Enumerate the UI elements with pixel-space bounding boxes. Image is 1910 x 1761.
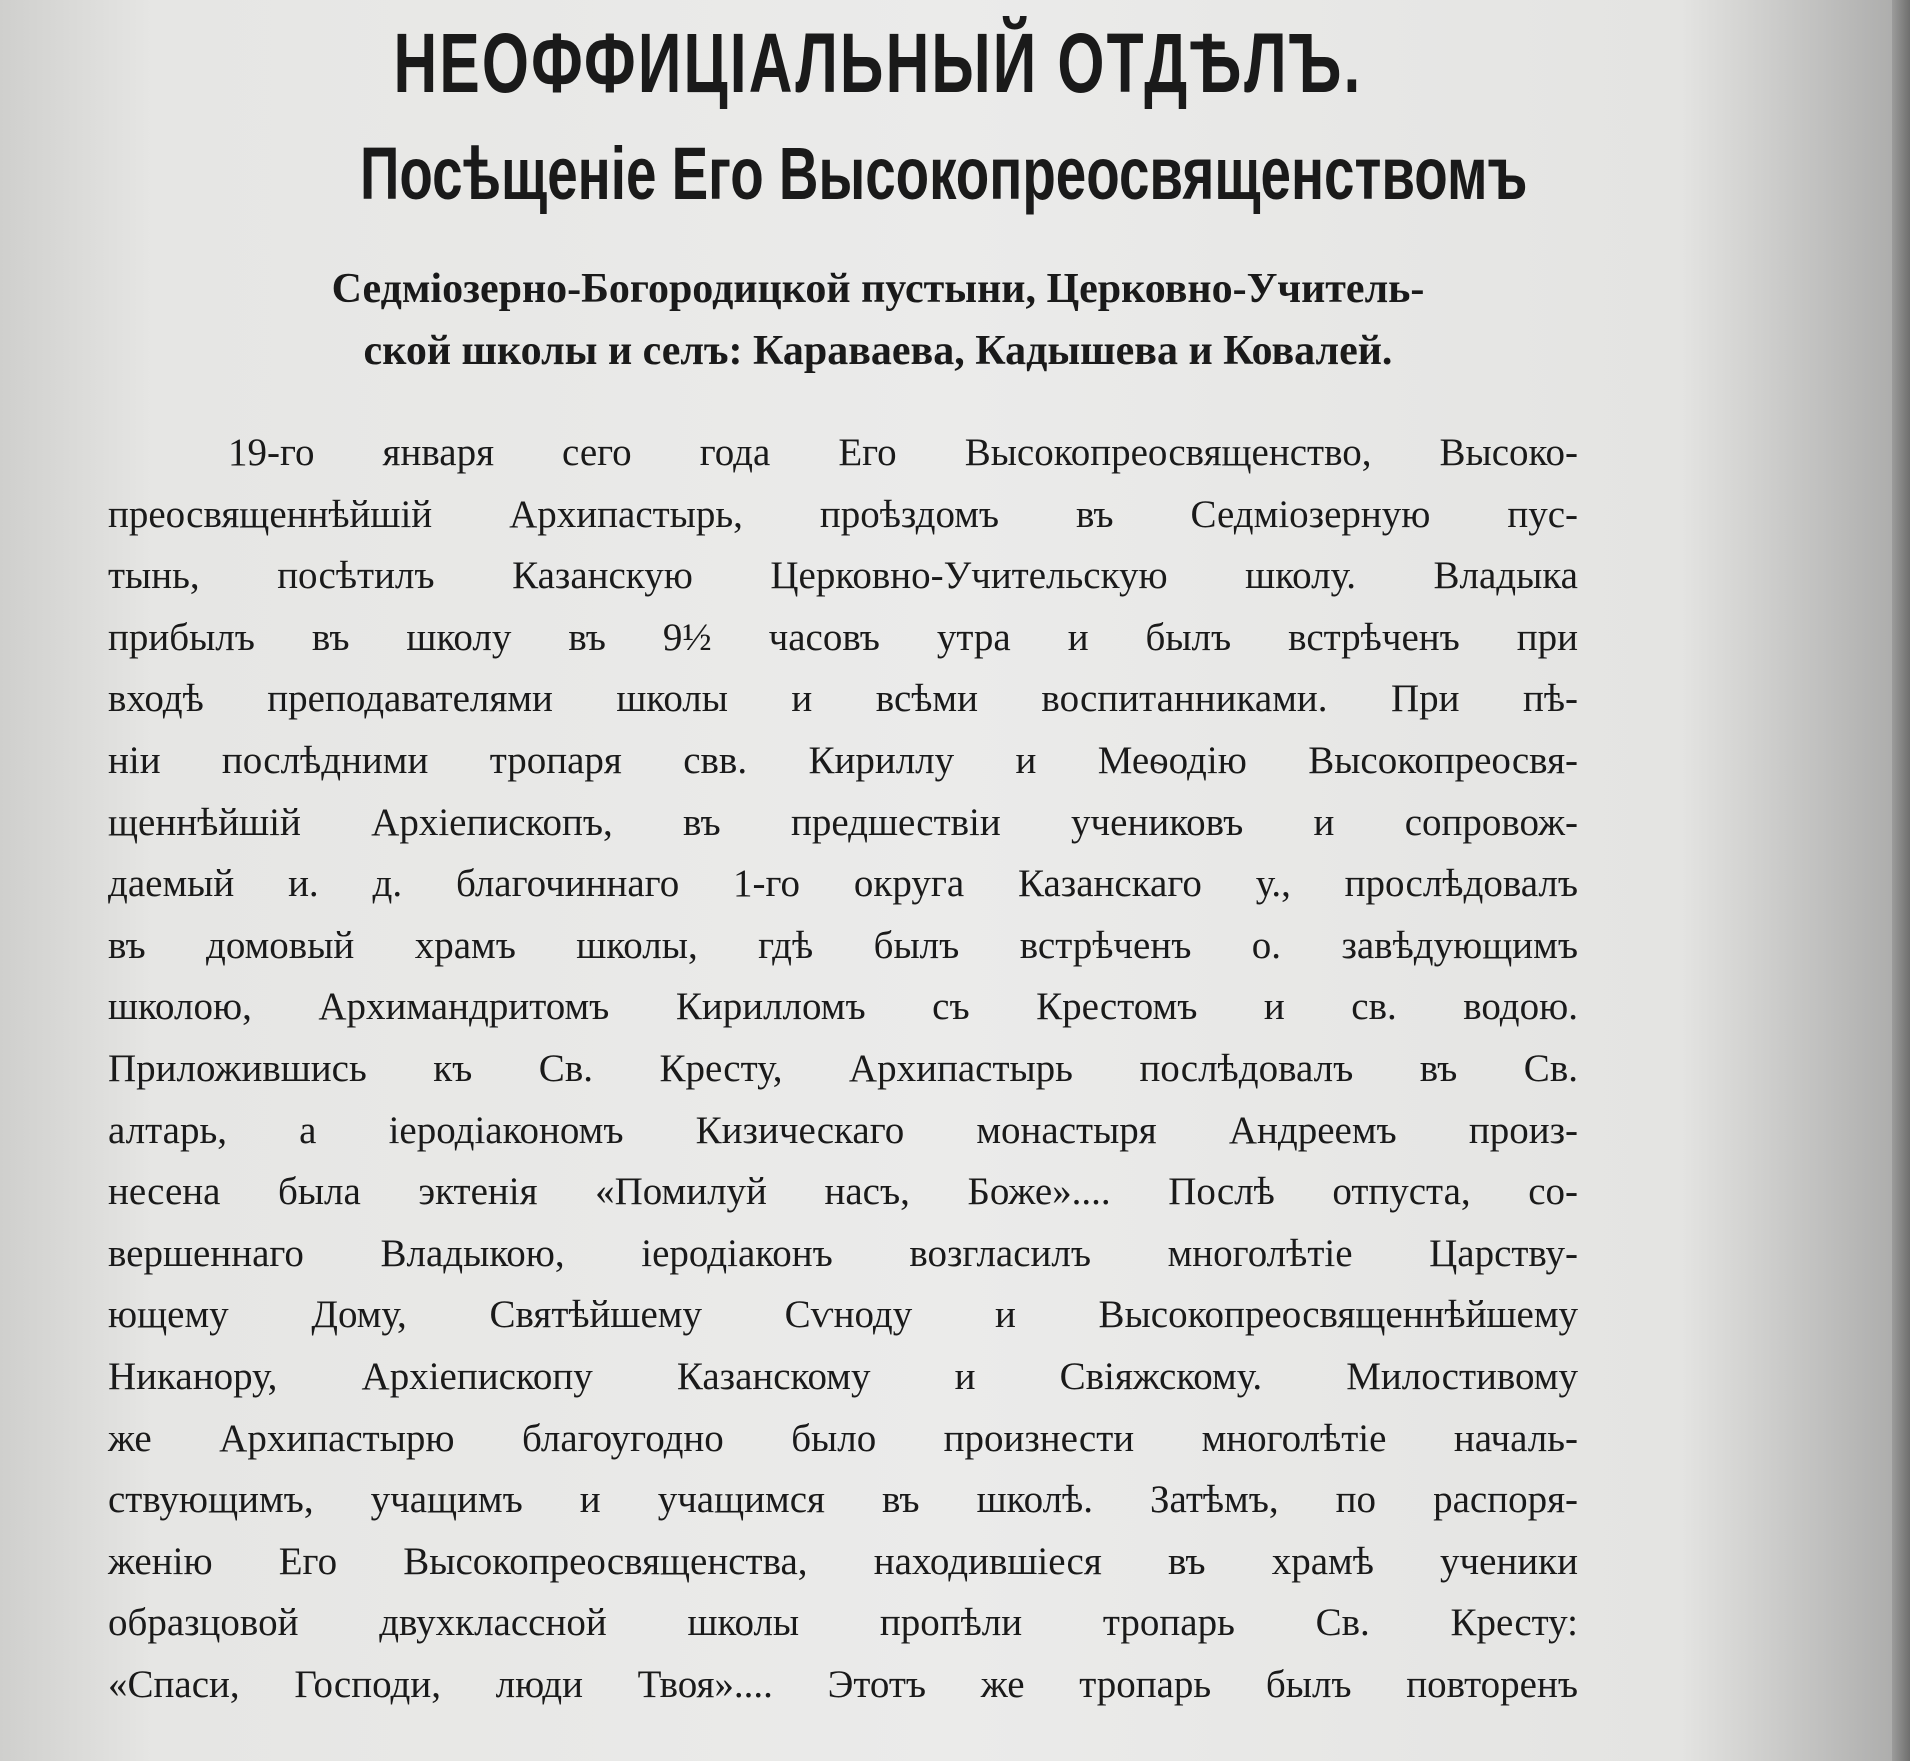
article-body [108,422,1578,1715]
body-line: въ домовый храмъ школы, гдѣ былъ встрѣченъ о. завѣдующимъ [108,923,1578,967]
body-line: образцовой двухклассной школы пропѣли тропарь Св. Кресту: [108,1601,1578,1645]
section-heading: НЕОФФИЦІАЛЬНЫЙ ОТДѢЛЪ. [393,16,1363,110]
page-edge-shadow [1892,0,1910,1761]
body-line: преосвященнѣйшій Архипастырь, проѣздомъ въ Седміозерную пус- [108,492,1578,536]
body-line: вершеннаго Владыкою, іеродіаконъ возгласилъ многолѣтіе Царству- [108,1231,1578,1275]
body-line: даемый и. д. благочиннаго 1-го округа Казанскаго у., прослѣдовалъ [108,862,1578,906]
body-line: алтарь, а іеродіакономъ Кизическаго монастыря Андреемъ произ- [108,1108,1578,1152]
article-title: Посѣщеніе Его Высокопреосвященствомъ [360,132,1528,215]
body-line: Приложившись къ Св. Кресту, Архипастырь послѣдовалъ въ Св. [108,1046,1578,1090]
body-line: прибылъ въ школу въ 9½ часовъ утра и былъ встрѣченъ при [108,615,1578,659]
body-line: тынь, посѣтилъ Казанскую Церковно-Учительскую школу. Владыка [108,554,1578,598]
body-line: 19-го января сего года Его Высокопреосвященство, Высоко- [228,431,1578,474]
body-line: входѣ преподавателями школы и всѣми воспитанниками. При пѣ- [108,677,1578,721]
text-column [108,8,1578,1715]
body-line: Никанору, Архіепископу Казанскому и Свіяжскому. Милостивому [108,1354,1578,1398]
article-subtitle: Седміозерно-Богородицкой пустыни, Церковно-Учитель- ской школы и селъ: Караваева, Кадышева и Ковалей. [331,266,1425,374]
body-line: «Спаси, Господи, люди Твоя».... Этотъ же тропарь былъ повторенъ [108,1662,1578,1706]
body-line: же Архипастырю благоугодно было произнести многолѣтіе началь- [108,1416,1578,1460]
body-line: школою, Архимандритомъ Кирилломъ съ Крестомъ и св. водою. [108,985,1578,1029]
body-line: щеннѣйшій Архіепископъ, въ предшествіи учениковъ и сопровож- [108,800,1578,844]
body-line: ствующимъ, учащимъ и учащимся въ школѣ. Затѣмъ, по распоря- [108,1478,1578,1522]
body-line: женію Его Высокопреосвященства, находившіеся въ храмѣ ученики [108,1539,1578,1583]
body-line: ніи послѣдними тропаря свв. Кириллу и Меѳодію Высокопреосвя- [108,738,1578,782]
body-line: несена была эктенія «Помилуй насъ, Боже».... Послѣ отпуста, со- [108,1170,1578,1214]
body-line: ющему Дому, Святѣйшему Сѵноду и Высокопреосвященнѣйшему [108,1293,1578,1337]
